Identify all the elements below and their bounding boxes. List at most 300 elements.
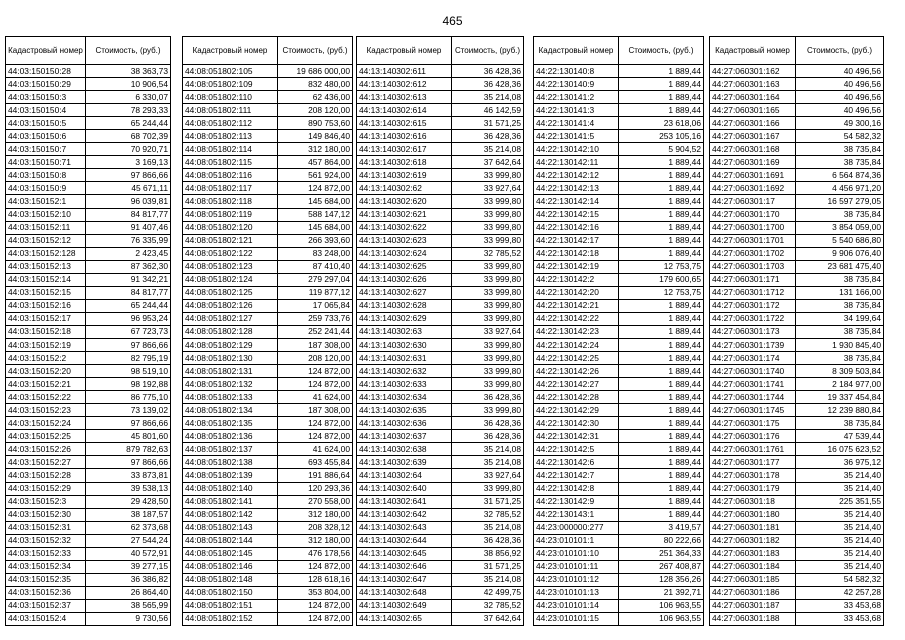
- cost-cell: 97 866,66: [86, 338, 171, 351]
- cost-cell: 40 572,91: [86, 547, 171, 560]
- cadastral-number-cell: 44:22:130142:9: [534, 495, 619, 508]
- cadastral-number-cell: 44:13:140302:628: [357, 299, 452, 312]
- cadastral-number-cell: 44:08:051802:131: [183, 365, 278, 378]
- table-row: [710, 260, 884, 273]
- cadastral-number-cell: 44:08:051802:151: [183, 599, 278, 612]
- cadastral-number-cell: 44:08:051802:105: [183, 65, 278, 78]
- cost-cell: 67 723,73: [86, 325, 171, 338]
- cadastral-number-cell: 44:22:130141:5: [534, 130, 619, 143]
- table-row: [357, 195, 524, 208]
- cost-cell: 1 889,44: [619, 65, 704, 78]
- cost-cell: 35 214,08: [452, 456, 524, 469]
- cadastral-number-cell: 44:13:140302:637: [357, 430, 452, 443]
- table-row: [6, 143, 171, 156]
- table-row: [183, 560, 353, 573]
- cadastral-number-cell: 44:22:130142:15: [534, 208, 619, 221]
- table-row: [183, 456, 353, 469]
- cost-cell: 76 335,99: [86, 234, 171, 247]
- table-row: [534, 352, 704, 365]
- table-row: [6, 469, 171, 482]
- table-row: [710, 286, 884, 299]
- table-row: [534, 143, 704, 156]
- cost-cell: 39 538,13: [86, 482, 171, 495]
- cost-cell: 145 684,00: [278, 195, 353, 208]
- cost-cell: 33 999,80: [452, 273, 524, 286]
- table-row: [183, 508, 353, 521]
- table-row: [183, 521, 353, 534]
- cost-cell: 96 953,24: [86, 312, 171, 325]
- table-row: [710, 338, 884, 351]
- table-row: [710, 508, 884, 521]
- cost-cell: 191 886,64: [278, 469, 353, 482]
- cadastral-number-cell: 44:13:140302:619: [357, 169, 452, 182]
- cadastral-number-cell: 44:03:150150:9: [6, 182, 86, 195]
- table-row: [183, 325, 353, 338]
- table-row: [534, 221, 704, 234]
- table-row: [6, 391, 171, 404]
- cadastral-number-cell: 44:13:140302:630: [357, 338, 452, 351]
- table-row: [710, 65, 884, 78]
- table-row: [6, 456, 171, 469]
- cost-cell: 10 906,54: [86, 78, 171, 91]
- table-row: [710, 234, 884, 247]
- table-row: [710, 78, 884, 91]
- cost-cell: 33 999,80: [452, 312, 524, 325]
- cost-cell: 87 362,30: [86, 260, 171, 273]
- table-row: [6, 78, 171, 91]
- cost-cell: 270 558,00: [278, 495, 353, 508]
- cadastral-number-cell: 44:22:130142:18: [534, 247, 619, 260]
- cadastral-number-cell: 44:27:060301:180: [710, 508, 796, 521]
- cadastral-number-cell: 44:13:140302:631: [357, 352, 452, 365]
- cost-cell: 879 782,63: [86, 443, 171, 456]
- cost-cell: 36 428,36: [452, 430, 524, 443]
- cost-cell: 37 642,64: [452, 612, 524, 625]
- cadastral-number-cell: 44:27:060301:184: [710, 560, 796, 573]
- cadastral-number-cell: 44:03:150152:27: [6, 456, 86, 469]
- cadastral-number-cell: 44:27:060301:167: [710, 130, 796, 143]
- cadastral-number-cell: 44:13:140302:65: [357, 612, 452, 625]
- cadastral-number-cell: 44:13:140302:633: [357, 378, 452, 391]
- table-row: [6, 443, 171, 456]
- table-row: [6, 208, 171, 221]
- cadastral-number-cell: 44:08:051802:148: [183, 573, 278, 586]
- cost-cell: 97 866,66: [86, 417, 171, 430]
- cost-cell: 1 889,44: [619, 325, 704, 338]
- cost-cell: 353 804,00: [278, 586, 353, 599]
- table-row: [710, 130, 884, 143]
- table-header-row: [357, 37, 524, 65]
- cost-cell: 82 795,19: [86, 352, 171, 365]
- cadastral-number-cell: 44:13:140302:648: [357, 586, 452, 599]
- cadastral-number-cell: 44:03:150152:12: [6, 234, 86, 247]
- cadastral-number-cell: 44:08:051802:120: [183, 221, 278, 234]
- cadastral-number-cell: 44:13:140302:625: [357, 260, 452, 273]
- cadastral-number-cell: 44:13:140302:639: [357, 456, 452, 469]
- cadastral-number-cell: 44:08:051802:152: [183, 612, 278, 625]
- table-row: [183, 130, 353, 143]
- cadastral-number-cell: 44:08:051802:130: [183, 352, 278, 365]
- table-row: [183, 299, 353, 312]
- cadastral-number-cell: 44:08:051802:143: [183, 521, 278, 534]
- table-row: [6, 65, 171, 78]
- cost-cell: 38 856,92: [452, 547, 524, 560]
- cost-cell: 35 214,40: [796, 482, 884, 495]
- cadastral-number-cell: 44:27:060301:1700: [710, 221, 796, 234]
- cadastral-number-cell: 44:27:060301:182: [710, 534, 796, 547]
- table-row: [710, 352, 884, 365]
- table-row: [6, 560, 171, 573]
- table-row: [710, 469, 884, 482]
- cadastral-number-cell: 44:22:130142:8: [534, 482, 619, 495]
- cost-cell: 1 889,44: [619, 182, 704, 195]
- table-row: [534, 312, 704, 325]
- cadastral-number-cell: 44:03:150150:5: [6, 117, 86, 130]
- cadastral-number-cell: 44:22:130142:28: [534, 391, 619, 404]
- cost-cell: 124 872,00: [278, 560, 353, 573]
- cost-cell: 91 342,21: [86, 273, 171, 286]
- table-row: [534, 495, 704, 508]
- table-row: [357, 91, 524, 104]
- cadastral-number-cell: 44:23:010101:1: [534, 534, 619, 547]
- cost-cell: 106 963,55: [619, 599, 704, 612]
- cadastral-number-cell: 44:13:140302:611: [357, 65, 452, 78]
- cost-cell: 1 889,44: [619, 234, 704, 247]
- table-row: [534, 195, 704, 208]
- cost-cell: 54 582,32: [796, 573, 884, 586]
- cost-cell: 31 571,25: [452, 495, 524, 508]
- table-row: [710, 560, 884, 573]
- cadastral-table-2: [182, 36, 353, 626]
- table-row: [357, 78, 524, 91]
- cost-cell: 31 571,25: [452, 560, 524, 573]
- cadastral-number-cell: 44:08:051802:145: [183, 547, 278, 560]
- cadastral-number-cell: 44:13:140302:645: [357, 547, 452, 560]
- cadastral-number-cell: 44:22:130142:29: [534, 404, 619, 417]
- cost-cell: 131 166,00: [796, 286, 884, 299]
- cost-cell: 6 330,07: [86, 91, 171, 104]
- table-row: [6, 117, 171, 130]
- cadastral-number-cell: 44:08:051802:124: [183, 273, 278, 286]
- cadastral-number-cell: 44:22:130141:3: [534, 104, 619, 117]
- cadastral-number-cell: 44:03:150150:8: [6, 169, 86, 182]
- table-row: [183, 104, 353, 117]
- cost-cell: 98 192,88: [86, 378, 171, 391]
- table-row: [6, 508, 171, 521]
- table-row: [357, 169, 524, 182]
- table-row: [357, 117, 524, 130]
- cost-cell: 35 214,40: [796, 469, 884, 482]
- cadastral-number-cell: 44:27:060301:1701: [710, 234, 796, 247]
- table-row: [710, 247, 884, 260]
- table-row: [357, 508, 524, 521]
- cost-cell: 35 214,40: [796, 560, 884, 573]
- table-row: [357, 495, 524, 508]
- table-row: [6, 182, 171, 195]
- cost-cell: 38 735,84: [796, 299, 884, 312]
- table-row: [357, 182, 524, 195]
- cadastral-number-cell: 44:23:010101:15: [534, 612, 619, 625]
- table-row: [183, 443, 353, 456]
- table-row: [710, 312, 884, 325]
- table-row: [183, 573, 353, 586]
- cadastral-number-cell: 44:22:130142:7: [534, 469, 619, 482]
- cost-cell: 1 889,44: [619, 404, 704, 417]
- cost-cell: 86 775,10: [86, 391, 171, 404]
- cost-cell: 1 889,44: [619, 156, 704, 169]
- cadastral-number-cell: 44:08:051802:133: [183, 391, 278, 404]
- cost-cell: 84 817,77: [86, 208, 171, 221]
- table-row: [357, 404, 524, 417]
- cost-cell: 38 187,57: [86, 508, 171, 521]
- cost-cell: 97 866,66: [86, 456, 171, 469]
- table-row: [183, 117, 353, 130]
- cadastral-number-cell: 44:03:150152:1: [6, 195, 86, 208]
- cost-cell: 36 428,36: [452, 417, 524, 430]
- table-row: [6, 573, 171, 586]
- table-row: [710, 586, 884, 599]
- table-row: [534, 338, 704, 351]
- table-row: [710, 325, 884, 338]
- table-row: [183, 156, 353, 169]
- cost-cell: 49 300,16: [796, 117, 884, 130]
- table-row: [357, 65, 524, 78]
- cadastral-number-cell: 44:13:140302:615: [357, 117, 452, 130]
- cost-cell: 40 496,56: [796, 91, 884, 104]
- cost-cell: 40 496,56: [796, 104, 884, 117]
- cost-cell: 1 889,44: [619, 365, 704, 378]
- table-row: [183, 547, 353, 560]
- cadastral-number-cell: 44:23:010101:11: [534, 560, 619, 573]
- cadastral-number-cell: 44:27:060301:1739: [710, 338, 796, 351]
- cadastral-number-cell: 44:08:051802:150: [183, 586, 278, 599]
- table-row: [6, 273, 171, 286]
- cadastral-number-cell: 44:27:060301:1712: [710, 286, 796, 299]
- cadastral-number-cell: 44:13:140302:624: [357, 247, 452, 260]
- cadastral-number-cell: 44:08:051802:121: [183, 234, 278, 247]
- cost-cell: 98 519,10: [86, 365, 171, 378]
- table-row: [534, 547, 704, 560]
- table-row: [357, 247, 524, 260]
- table-row: [183, 495, 353, 508]
- cost-cell: 26 864,40: [86, 586, 171, 599]
- cadastral-number-cell: 44:03:150152:20: [6, 365, 86, 378]
- table-row: [710, 365, 884, 378]
- cost-cell: 36 428,36: [452, 130, 524, 143]
- cadastral-number-cell: 44:03:150152:25: [6, 430, 86, 443]
- cadastral-number-cell: 44:13:140302:647: [357, 573, 452, 586]
- table-row: [6, 599, 171, 612]
- cost-cell: 1 889,44: [619, 169, 704, 182]
- cadastral-number-cell: 44:27:060301:179: [710, 482, 796, 495]
- cost-cell: 35 214,08: [452, 91, 524, 104]
- cost-cell: 78 293,33: [86, 104, 171, 117]
- cadastral-number-cell: 44:08:051802:129: [183, 338, 278, 351]
- cadastral-number-cell: 44:13:140302:635: [357, 404, 452, 417]
- table-row: [357, 352, 524, 365]
- cost-cell: 5 904,52: [619, 143, 704, 156]
- cadastral-number-cell: 44:08:051802:139: [183, 469, 278, 482]
- table-row: [710, 404, 884, 417]
- cadastral-number-cell: 44:08:051802:134: [183, 404, 278, 417]
- cost-cell: 33 927,64: [452, 325, 524, 338]
- table-row: [183, 534, 353, 547]
- cadastral-number-cell: 44:27:060301:181: [710, 521, 796, 534]
- cadastral-number-cell: 44:03:150152:3: [6, 495, 86, 508]
- cost-cell: 476 178,56: [278, 547, 353, 560]
- cost-cell: 33 999,80: [452, 378, 524, 391]
- table-row: [534, 599, 704, 612]
- table-row: [357, 560, 524, 573]
- table-row: [534, 117, 704, 130]
- cadastral-number-cell: 44:13:140302:623: [357, 234, 452, 247]
- cost-cell: 1 889,44: [619, 482, 704, 495]
- header-cadastral-number: Кадастровый номер: [534, 37, 619, 65]
- table-row: [534, 91, 704, 104]
- cost-cell: 41 624,00: [278, 391, 353, 404]
- cadastral-number-cell: 44:27:060301:1703: [710, 260, 796, 273]
- cadastral-number-cell: 44:27:060301:1744: [710, 391, 796, 404]
- table-row: [6, 91, 171, 104]
- table-row: [710, 195, 884, 208]
- cost-cell: 42 257,28: [796, 586, 884, 599]
- cost-cell: 33 873,81: [86, 469, 171, 482]
- cadastral-number-cell: 44:03:150152:21: [6, 378, 86, 391]
- table-row: [534, 404, 704, 417]
- table-row: [710, 378, 884, 391]
- cost-cell: 29 428,50: [86, 495, 171, 508]
- table-row: [710, 391, 884, 404]
- table-row: [6, 234, 171, 247]
- cost-cell: 38 565,99: [86, 599, 171, 612]
- cadastral-number-cell: 44:03:150152:34: [6, 560, 86, 573]
- cost-cell: 36 386,82: [86, 573, 171, 586]
- cost-cell: 54 582,32: [796, 130, 884, 143]
- cadastral-number-cell: 44:27:060301:1691: [710, 169, 796, 182]
- cadastral-number-cell: 44:13:140302:643: [357, 521, 452, 534]
- table-row: [710, 91, 884, 104]
- table-row: [534, 208, 704, 221]
- cadastral-number-cell: 44:08:051802:135: [183, 417, 278, 430]
- cadastral-number-cell: 44:22:130142:10: [534, 143, 619, 156]
- cost-cell: 33 927,64: [452, 469, 524, 482]
- cost-cell: 33 453,68: [796, 612, 884, 625]
- table-row: [357, 586, 524, 599]
- cost-cell: 38 735,84: [796, 156, 884, 169]
- table-header-row: [6, 37, 171, 65]
- table-row: [534, 299, 704, 312]
- cadastral-number-cell: 44:22:130141:4: [534, 117, 619, 130]
- table-row: [357, 143, 524, 156]
- table-row: [534, 391, 704, 404]
- table-row: [6, 325, 171, 338]
- cadastral-number-cell: 44:03:150152:13: [6, 260, 86, 273]
- cost-cell: 36 428,36: [452, 65, 524, 78]
- cost-cell: 32 785,52: [452, 508, 524, 521]
- table-row: [357, 208, 524, 221]
- cadastral-number-cell: 44:03:150152:19: [6, 338, 86, 351]
- cost-cell: 6 564 874,36: [796, 169, 884, 182]
- table-row: [6, 156, 171, 169]
- cost-cell: 1 889,44: [619, 352, 704, 365]
- cost-cell: 38 735,84: [796, 352, 884, 365]
- table-row: [534, 169, 704, 182]
- cadastral-number-cell: 44:22:130142:13: [534, 182, 619, 195]
- table-row: [357, 521, 524, 534]
- table-row: [6, 404, 171, 417]
- table-row: [710, 443, 884, 456]
- cost-cell: 225 351,55: [796, 495, 884, 508]
- cost-cell: 33 999,80: [452, 286, 524, 299]
- table-row: [534, 573, 704, 586]
- table-row: [183, 169, 353, 182]
- cadastral-number-cell: 44:08:051802:136: [183, 430, 278, 443]
- table-row: [534, 260, 704, 273]
- cadastral-number-cell: 44:13:140302:642: [357, 508, 452, 521]
- table-row: [534, 325, 704, 338]
- cadastral-table-1: [5, 36, 171, 626]
- cost-cell: 1 889,44: [619, 247, 704, 260]
- cadastral-number-cell: 44:08:051802:127: [183, 312, 278, 325]
- table-row: [6, 365, 171, 378]
- table-row: [357, 612, 524, 625]
- table-row: [183, 260, 353, 273]
- cost-cell: 35 214,40: [796, 521, 884, 534]
- table-row: [710, 417, 884, 430]
- cadastral-number-cell: 44:27:060301:183: [710, 547, 796, 560]
- table-row: [710, 430, 884, 443]
- table-row: [6, 534, 171, 547]
- cadastral-number-cell: 44:03:150152:10: [6, 208, 86, 221]
- table-row: [6, 586, 171, 599]
- cost-cell: 9 730,56: [86, 612, 171, 625]
- cost-cell: 35 214,08: [452, 573, 524, 586]
- table-row: [534, 586, 704, 599]
- cost-cell: 46 142,59: [452, 104, 524, 117]
- cadastral-number-cell: 44:08:051802:114: [183, 143, 278, 156]
- cost-cell: 80 222,66: [619, 534, 704, 547]
- cadastral-number-cell: 44:27:060301:178: [710, 469, 796, 482]
- cadastral-number-cell: 44:22:130142:5: [534, 443, 619, 456]
- cadastral-number-cell: 44:03:150152:26: [6, 443, 86, 456]
- table-row: [710, 521, 884, 534]
- table-row: [710, 482, 884, 495]
- cadastral-number-cell: 44:27:060301:168: [710, 143, 796, 156]
- cost-cell: 38 735,84: [796, 325, 884, 338]
- cadastral-number-cell: 44:27:060301:187: [710, 599, 796, 612]
- header-cost: Стоимость, (руб.): [619, 37, 704, 65]
- table-row: [183, 286, 353, 299]
- cadastral-number-cell: 44:08:051802:146: [183, 560, 278, 573]
- table-row: [183, 221, 353, 234]
- cadastral-number-cell: 44:22:130142:25: [534, 352, 619, 365]
- table-row: [534, 482, 704, 495]
- cost-cell: 1 889,44: [619, 456, 704, 469]
- cost-cell: 42 499,75: [452, 586, 524, 599]
- cadastral-number-cell: 44:13:140302:63: [357, 325, 452, 338]
- cost-cell: 35 214,40: [796, 534, 884, 547]
- table-row: [183, 182, 353, 195]
- cost-cell: 33 999,80: [452, 234, 524, 247]
- cadastral-number-cell: 44:03:150152:36: [6, 586, 86, 599]
- cadastral-number-cell: 44:03:150152:31: [6, 521, 86, 534]
- table-row: [357, 156, 524, 169]
- cost-cell: 33 999,80: [452, 169, 524, 182]
- cost-cell: 253 105,16: [619, 130, 704, 143]
- cadastral-number-cell: 44:08:051802:119: [183, 208, 278, 221]
- cost-cell: 279 297,04: [278, 273, 353, 286]
- table-row: [357, 286, 524, 299]
